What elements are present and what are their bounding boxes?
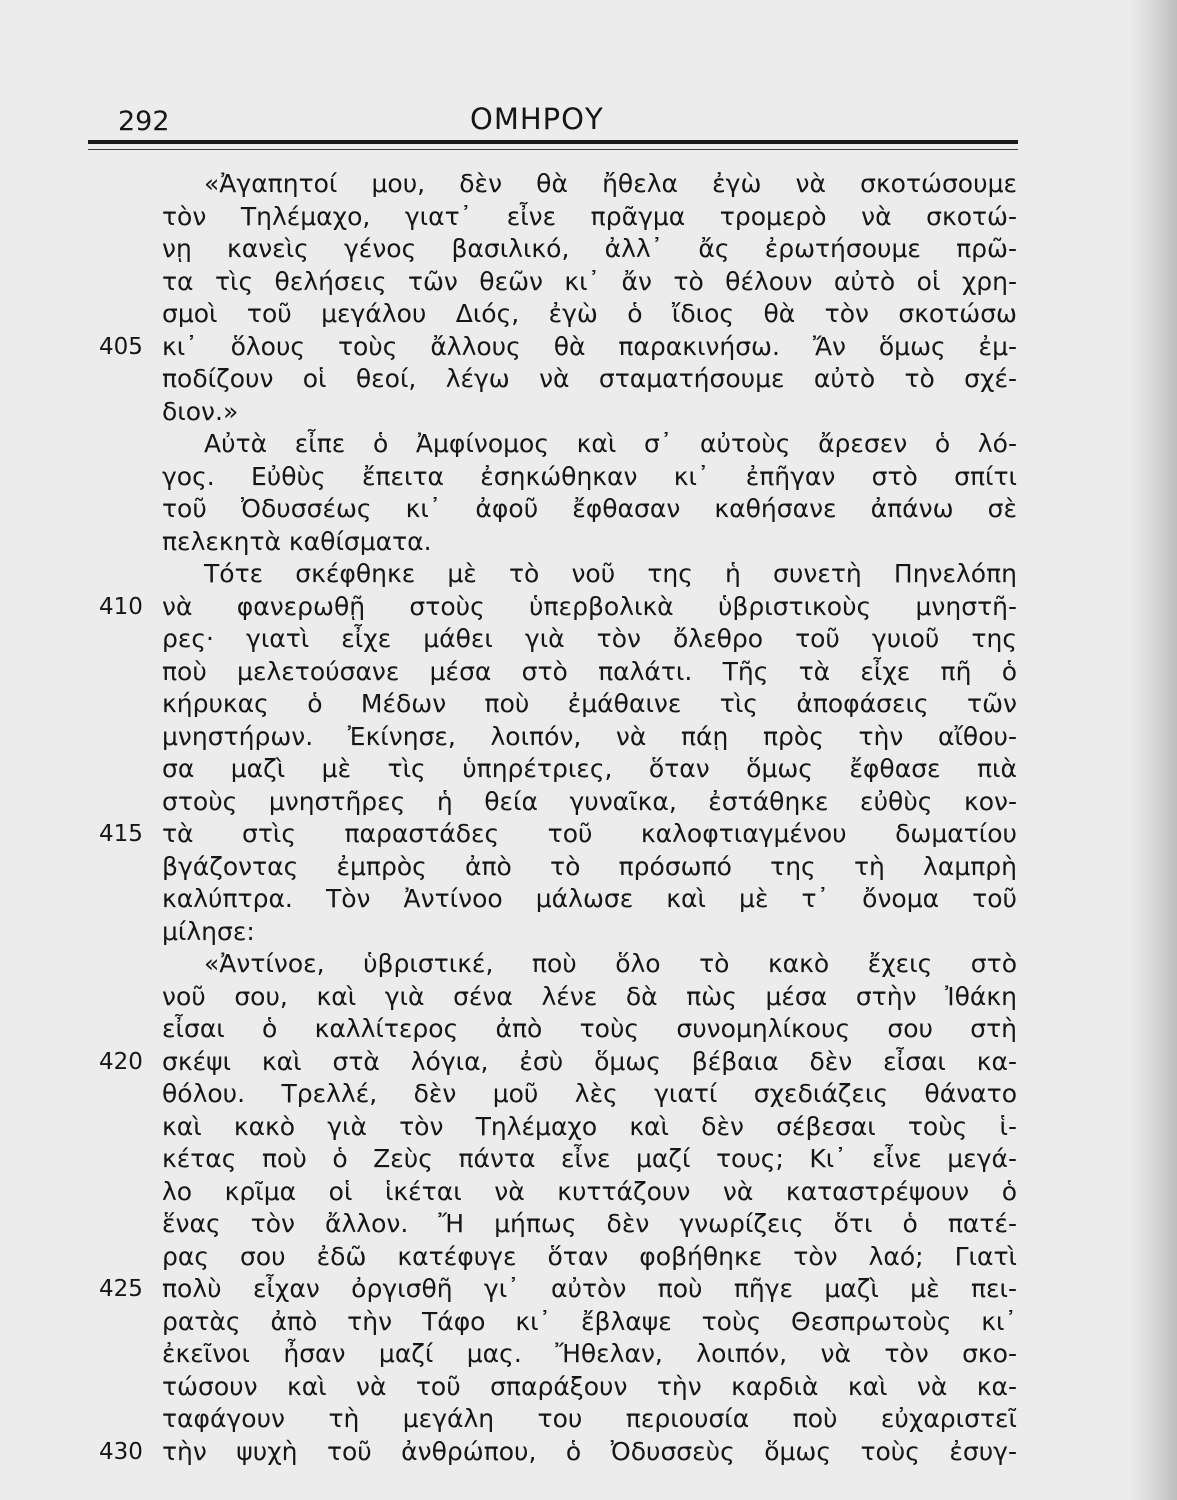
text-line xyxy=(162,1371,1017,1404)
line-text: κήρυκας ὁ Μέδων ποὺ ἐμάθαινε τὶς ἀποφάσεις τῶν xyxy=(162,689,1017,718)
text-line xyxy=(162,1078,1017,1111)
text-line xyxy=(162,916,1017,949)
line-text: ρατὰς ἀπὸ τὴν Τάφο κι᾿ ἔβλαψε τοὺς Θεσπρωτοὺς κι᾿ xyxy=(162,1306,1017,1336)
text-line xyxy=(162,1241,1017,1274)
line-text: σμοὶ τοῦ μεγάλου Διός, ἐγὼ ὁ ἴδιος θὰ τὸν σκοτώσω xyxy=(162,299,1017,328)
text-line xyxy=(162,1143,1017,1176)
text-line xyxy=(99,818,1017,851)
text-line xyxy=(162,623,1017,656)
line-text: μίλησε: xyxy=(162,916,255,946)
line-text: μνηστήρων. Ἐκίνησε, λοιπόν, νὰ πάῃ πρὸς τὴν αἴθου- xyxy=(162,721,1017,751)
text-line xyxy=(162,786,1017,819)
text-line xyxy=(162,461,1017,494)
text-line xyxy=(162,1403,1017,1436)
line-text: διον.» xyxy=(162,396,239,426)
text-line xyxy=(99,591,1017,624)
line-text: τὴν ψυχὴ τοῦ ἀνθρώπου, ὁ Ὀδυσσεὺς ὅμως τοὺς ἐσυγ- xyxy=(162,1436,1017,1466)
text-line xyxy=(162,883,1017,916)
line-number: 420 xyxy=(99,1048,143,1075)
line-text: τὸν Τηλέμαχο, γιατ᾿ εἶνε πρᾶγμα τρομερὸ νὰ σκοτώ- xyxy=(162,201,1017,231)
text-line xyxy=(162,948,1017,981)
text-line xyxy=(162,363,1017,396)
line-text: νῃ κανεὶς γένος βασιλικό, ἀλλ᾿ ἄς ἐρωτήσουμε πρῶ- xyxy=(162,234,1017,263)
text-line xyxy=(162,721,1017,754)
text-line xyxy=(162,1208,1017,1241)
line-text: τα τὶς θελήσεις τῶν θεῶν κι᾿ ἄν τὸ θέλουν αὐτὸ οἱ χρη- xyxy=(162,266,1017,296)
text-line xyxy=(162,233,1017,266)
page-edge-shadow xyxy=(1129,0,1177,1500)
line-text: εἶσαι ὁ καλλίτερος ἀπὸ τοὺς συνομηλίκους σου στὴ xyxy=(162,1014,1017,1043)
text-line xyxy=(162,168,1017,201)
line-text: «Ἀντίνοε, ὑβριστικέ, ποὺ ὅλο τὸ κακὸ ἔχεις στὸ xyxy=(204,949,1017,978)
line-text: κέτας ποὺ ὁ Ζεὺς πάντα εἶνε μαζί τους; Κι᾿ εἶνε μεγά- xyxy=(162,1144,1017,1173)
text-line xyxy=(99,1046,1017,1079)
line-text: κι᾿ ὅλους τοὺς ἄλλους θὰ παρακινήσω. Ἄν ὅμως ἐμ- xyxy=(162,331,1017,361)
text-line xyxy=(162,298,1017,331)
text-line xyxy=(162,396,1017,429)
text-line xyxy=(162,266,1017,299)
text-line xyxy=(99,331,1017,364)
text-line xyxy=(162,1306,1017,1339)
line-text: ρας σου ἐδῶ κατέφυγε ὅταν φοβήθηκε τὸν λαό; Γιατὶ xyxy=(162,1241,1017,1271)
running-head: ΟΜΗΡΟΥ xyxy=(470,102,604,136)
line-text: πελεκητὰ καθίσματα. xyxy=(162,526,432,556)
header-rule-thin xyxy=(88,149,1018,150)
line-text: «Ἀγαπητοί μου, δὲν θὰ ἤθελα ἐγὼ νὰ σκοτώσουμε xyxy=(204,169,1017,198)
line-text: καὶ κακὸ γιὰ τὸν Τηλέμαχο καὶ δὲν σέβεσαι τοὺς ἱ- xyxy=(162,1111,1017,1141)
text-line xyxy=(162,1111,1017,1144)
line-text: θόλου. Τρελλέ, δὲν μοῦ λὲς γιατί σχεδιάζεις θάνατο xyxy=(162,1079,1017,1108)
line-number: 425 xyxy=(99,1276,143,1302)
text-line xyxy=(162,753,1017,786)
line-text: ἕνας τὸν ἄλλον. Ἤ μήπως δὲν γνωρίζεις ὅτι ὁ πατέ- xyxy=(162,1209,1017,1238)
line-text: πολὺ εἶχαν ὀργισθῆ γι᾿ αὐτὸν ποὺ πῆγε μαζὶ μὲ πει- xyxy=(162,1274,1017,1303)
text-line xyxy=(99,1436,1017,1469)
text-line xyxy=(99,1273,1017,1306)
line-text: Τότε σκέφθηκε μὲ τὸ νοῦ της ἡ συνετὴ Πηνελόπη xyxy=(204,559,1017,588)
page-header xyxy=(118,96,1018,146)
line-number: 405 xyxy=(99,333,143,360)
text-line xyxy=(162,1338,1017,1371)
line-text: νοῦ σου, καὶ γιὰ σένα λένε δὰ πὼς μέσα στὴν Ἰθάκη xyxy=(162,981,1017,1011)
body-text xyxy=(99,168,1017,1468)
line-text: τοῦ Ὀδυσσέως κι᾿ ἀφοῦ ἔφθασαν καθήσανε ἀπάνω σὲ xyxy=(162,494,1017,523)
text-line xyxy=(162,493,1017,526)
line-text: νὰ φανερωθῇ στοὺς ὑπερβολικὰ ὑβριστικοὺς μνηστῆ- xyxy=(162,591,1017,621)
text-line xyxy=(162,428,1017,461)
text-line xyxy=(162,1013,1017,1046)
line-text: καλύπτρα. Τὸν Ἀντίνοο μάλωσε καὶ μὲ τ᾿ ὄνομα τοῦ xyxy=(162,884,1017,913)
line-text: Αὐτὰ εἶπε ὁ Ἀμφίνομος καὶ σ᾿ αὐτοὺς ἄρεσεν ὁ λό- xyxy=(204,429,1017,458)
line-text: λο κρῖμα οἱ ἱκέται νὰ κυττάζουν νὰ καταστρέψουν ὁ xyxy=(162,1176,1017,1206)
line-text: βγάζοντας ἐμπρὸς ἀπὸ τὸ πρόσωπό της τὴ λαμπρὴ xyxy=(162,851,1017,881)
header-rule xyxy=(88,140,1018,144)
text-line xyxy=(162,558,1017,591)
text-line xyxy=(162,851,1017,884)
line-text: ἐκεῖνοι ἦσαν μαζί μας. Ἤθελαν, λοιπόν, νὰ τὸν σκο- xyxy=(162,1339,1017,1368)
line-text: τώσουν καὶ νὰ τοῦ σπαράξουν τὴν καρδιὰ καὶ νὰ κα- xyxy=(162,1371,1017,1401)
text-line xyxy=(162,526,1017,559)
text-line xyxy=(162,201,1017,234)
line-text: ποὺ μελετούσανε μέσα στὸ παλάτι. Τῆς τὰ εἶχε πῆ ὁ xyxy=(162,656,1017,686)
page-number: 292 xyxy=(118,106,170,137)
line-number: 410 xyxy=(99,593,143,620)
line-text: ταφάγουν τὴ μεγάλη του περιουσία ποὺ εὐχαριστεῖ xyxy=(162,1404,1017,1433)
text-line xyxy=(162,656,1017,689)
line-text: σα μαζὶ μὲ τὶς ὑπηρέτριες, ὅταν ὅμως ἔφθασε πιὰ xyxy=(162,754,1017,783)
line-text: σκέψι καὶ στὰ λόγια, ἐσὺ ὅμως βέβαια δὲν εἶσαι κα- xyxy=(162,1046,1017,1076)
line-text: τὰ στὶς παραστάδες τοῦ καλοφτιαγμένου δωματίου xyxy=(162,819,1017,848)
text-line xyxy=(162,688,1017,721)
line-number: 430 xyxy=(99,1438,143,1465)
text-line xyxy=(162,1176,1017,1209)
line-text: γος. Εὐθὺς ἔπειτα ἐσηκώθηκαν κι᾿ ἐπῆγαν στὸ σπίτι xyxy=(162,461,1017,491)
line-text: ρες· γιατὶ εἶχε μάθει γιὰ τὸν ὄλεθρο τοῦ γυιοῦ της xyxy=(162,624,1017,653)
line-number: 415 xyxy=(99,821,143,847)
line-text: στοὺς μνηστῆρες ἡ θεία γυναῖκα, ἐστάθηκε εὐθὺς κον- xyxy=(162,786,1017,816)
line-text: ποδίζουν οἱ θεοί, λέγω νὰ σταματήσουμε αὐτὸ τὸ σχέ- xyxy=(162,364,1017,393)
text-line xyxy=(162,981,1017,1014)
